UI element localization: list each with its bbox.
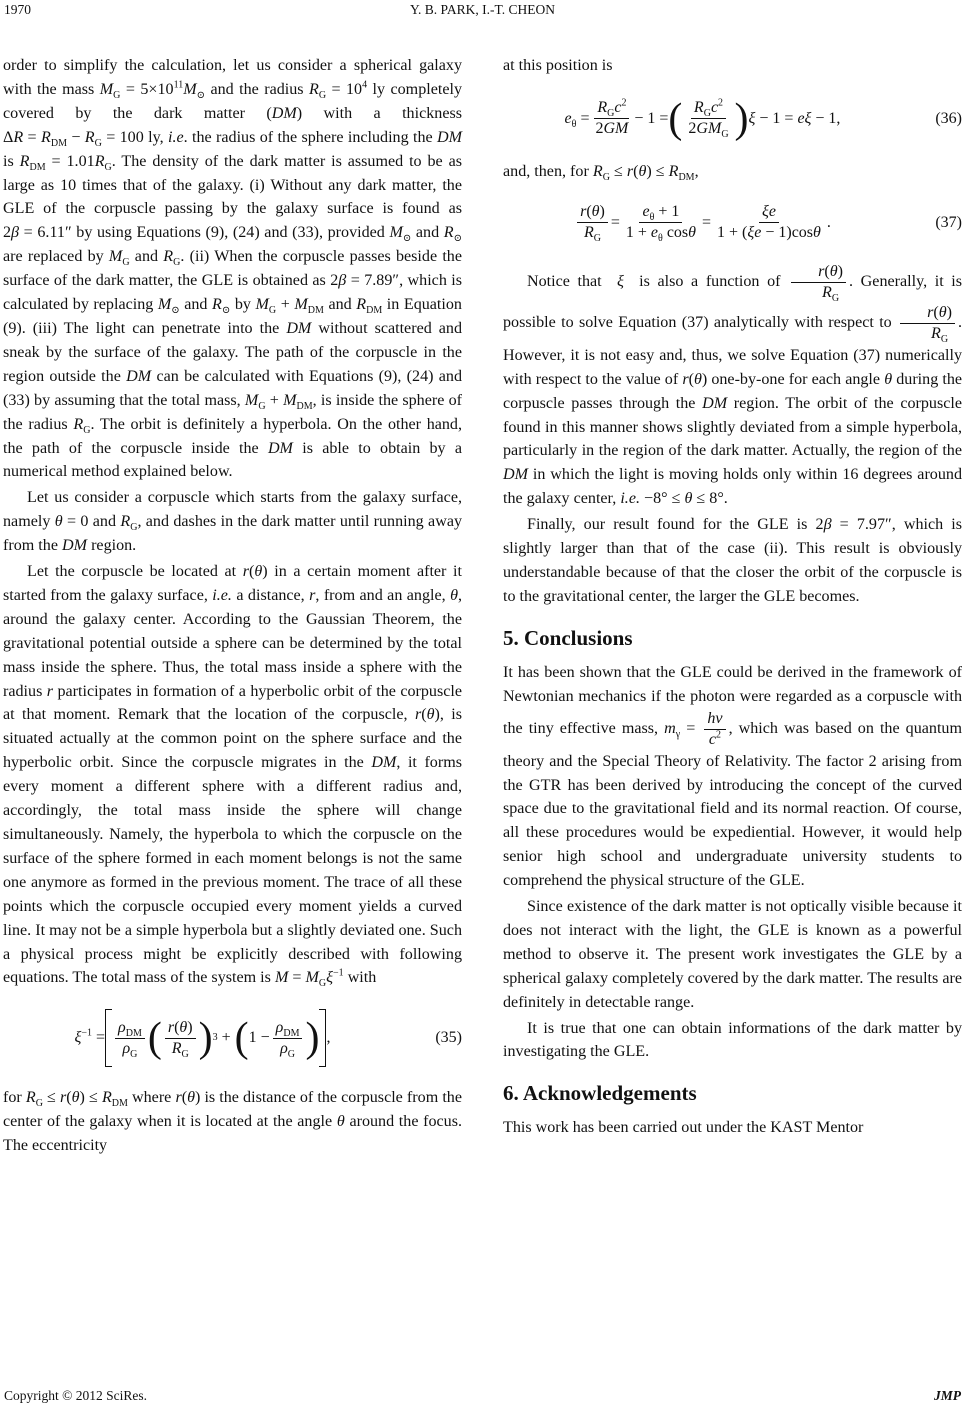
equation-number: (36): [935, 109, 962, 127]
running-title: Y. B. PARK, I.-T. CHEON: [410, 2, 555, 17]
paragraph: Finally, our result found for the GLE is 2β = 7.97″, which is slightly larger than that of the case (ii). This result is obviously understandable because of that the closer the orbit of the corpuscle is to the gravitational center, the larger the GLE becomes.: [503, 516, 962, 605]
section-heading: 6. Acknowledgements: [503, 1081, 697, 1106]
right-column: [503, 54, 962, 1142]
paragraph: for $R_G \le r(\theta) \le R_{DM}$ where r(θ) is the distance of the corpuscle from the center of the galaxy when it is located at the angle θ around the focus. The eccentricity: [3, 1089, 463, 1155]
paragraph: and, then, for $R_G \le r(\theta) \le R_{DM}$,: [503, 162, 699, 184]
left-column: [3, 54, 462, 1160]
equation-number: (35): [435, 1029, 462, 1047]
copyright: Copyright © 2012 SciRes.: [4, 1388, 148, 1403]
page-footer: [4, 1388, 961, 1408]
page-header: [4, 2, 961, 22]
equation-37: $\frac{r(\theta)}{R_G}$ = $\frac{e_\theta + 1}{1 + e_\theta \cos\theta}$ = $\frac{\xi e}{1 + (\xi e - 1)\cos\theta}$ . (37): [503, 192, 962, 254]
equation-35: $\xi^{-1}$ = $\frac{\rho_{DM}}{\rho_G}$ ( $\frac{r(\theta)}{R_G}$ ) 3 + ( 1 − $\frac{\rho_{DM}}{\rho_G}$ ) , (35): [3, 998, 462, 1078]
equation-number: (37): [935, 213, 962, 231]
paragraph: Let us consider a corpuscle which starts from the galaxy surface, namely θ = 0 and $R_G$, and dashes in the dark matter until running away from the DM region.: [3, 489, 463, 555]
equation-36: $e_\theta$ = $\frac{R_Gc^2}{2GM}$ − 1 = ( $\frac{R_Gc^2}{2GM_G}$ ) ξ − 1 = eξ − 1, (36): [564, 95, 962, 142]
paragraph: This work has been carried out under the KAST Mentor: [503, 1119, 864, 1137]
paragraph: Since existence of the dark matter is not optically visible because it does not interact with the light, the GLE is known as a powerful method to observe it. The present work investigates the GLE by a spherical galaxy completely covered by the dark matter. The results are definitely in detectable range.: [503, 898, 962, 1011]
paragraph: Let the corpuscle be located at r(θ) in a certain moment after it started from the galaxy surface, i.e. a distance, r, from and an angle, θ, around the galaxy center. According to the Gaussian Theorem, the gravitational potential outside a sphere can be determined by the total mass inside the sphere. Thus, the total mass inside a sphere with the radius r participates in formation of a hyperbolic orbit of the corpuscle at that moment. Remark that the location of the corpuscle, r(θ), is situated actually at the common point on the sphere surface and the hyperbolic orbit. Since the corpuscle migrates in the DM, it forms every moment a different sphere with a different radius and, accordingly, the total mass inside the sphere will change simultaneously. Namely, the hyperbola to which the corpuscle on the surface of the sphere formed in each moment belongs is not the same one anymore as formed in the previous moment. The trace of all these points which the corpuscle occupied every moment yields a curved line. It may not be a simple hyperbola but a slightly deviated one. Such a physical process might be explicitly described with following equations. The total mass of the system is $M = M_G\xi^{-1}$ with: [3, 563, 463, 990]
paragraph: order to simplify the calculation, let us consider a spherical galaxy with the mass $M_G = 5\times 10^{11}M_⊙$ and the radius $R_G = 10^4$ ly completely covered by the dark matter (DM) with a thickness $\Delta R = R_{DM} - R_G = 100$ ly, i.e. the radius of the sphere including the DM is $R_{DM} = 1.01R_G$. The density of the dark matter is assumed to be as large as 10 times that of the galaxy. (i) Without any dark matter, the GLE of the corpuscle passing by the galaxy surface is found as 2β = 6.11″ by using Equations (9), (24) and (33), provided $M_⊙$ and $R_⊙$ are replaced by $M_G$ and $R_G$. (ii) When the corpuscle passes beside the surface of the dark matter, the GLE is obtained as 2β = 7.89″, which is calculated by replacing $M_⊙$ and $R_⊙$ by $M_G + M_{DM}$ and $R_{DM}$ in Equation (9). (iii) The light can penetrate into the DM without scattered and sneak by the surface of the galaxy. The path of the corpuscle in the region outside the DM can be calculated with Equations (9), (24) and (33) by assuming that the total mass, $M_G + M_{DM}$, is inside the sphere of the radius $R_G$. The orbit is definitely a hyperbola. On the other hand, the path of the corpuscle inside the DM is able to obtain by a numerical method explained below.: [3, 57, 463, 481]
paragraph: at this position is: [503, 57, 613, 74]
section-heading: 5. Conclusions: [503, 625, 633, 650]
journal-name: JMP: [934, 1388, 961, 1403]
page-number: 1970: [4, 2, 31, 17]
paragraph: Notice that ξ is also a function of $\frac{r(\theta)}{R_G}$ . Generally, it is possible to solve Equation (37) analytically with respect to $\frac{r(\theta)}{R_G}$ . However, it is not easy and, thus, we solve Equation (37) numerically with respect to the value of r(θ) one-by-one for each angle θ during the corpuscle passes through the DM region. The orbit of the corpuscle found in this manner shows slightly deviated from a simple hyperbola, particularly in the region of the dark matter. Actually, the region of the DM in which the light is moving holds only within 16 degrees around the galaxy center, i.e. −8° ≤ θ ≤ 8°.: [503, 262, 963, 508]
paragraph: It is true that one can obtain informations of the dark matter by investigating the GLE.: [503, 1019, 962, 1061]
paragraph: It has been shown that the GLE could be derived in the framework of Newtonian mechanics if the photon were regarded as a corpuscle with the tiny effective mass, $m_\gamma$ = $\frac{h\nu}{c^2}$ , which was based on the quantum theory and the Special Theory of Relativity. The factor 2 arising from the GTR has been derived by introducing the concept of the curved space due to the gravitational field and its normal reaction. Of course, all these procedures would be expediential. However, it would help senior high school and undergraduate university students to comprehend the physical structure of the GLE.: [503, 663, 962, 890]
